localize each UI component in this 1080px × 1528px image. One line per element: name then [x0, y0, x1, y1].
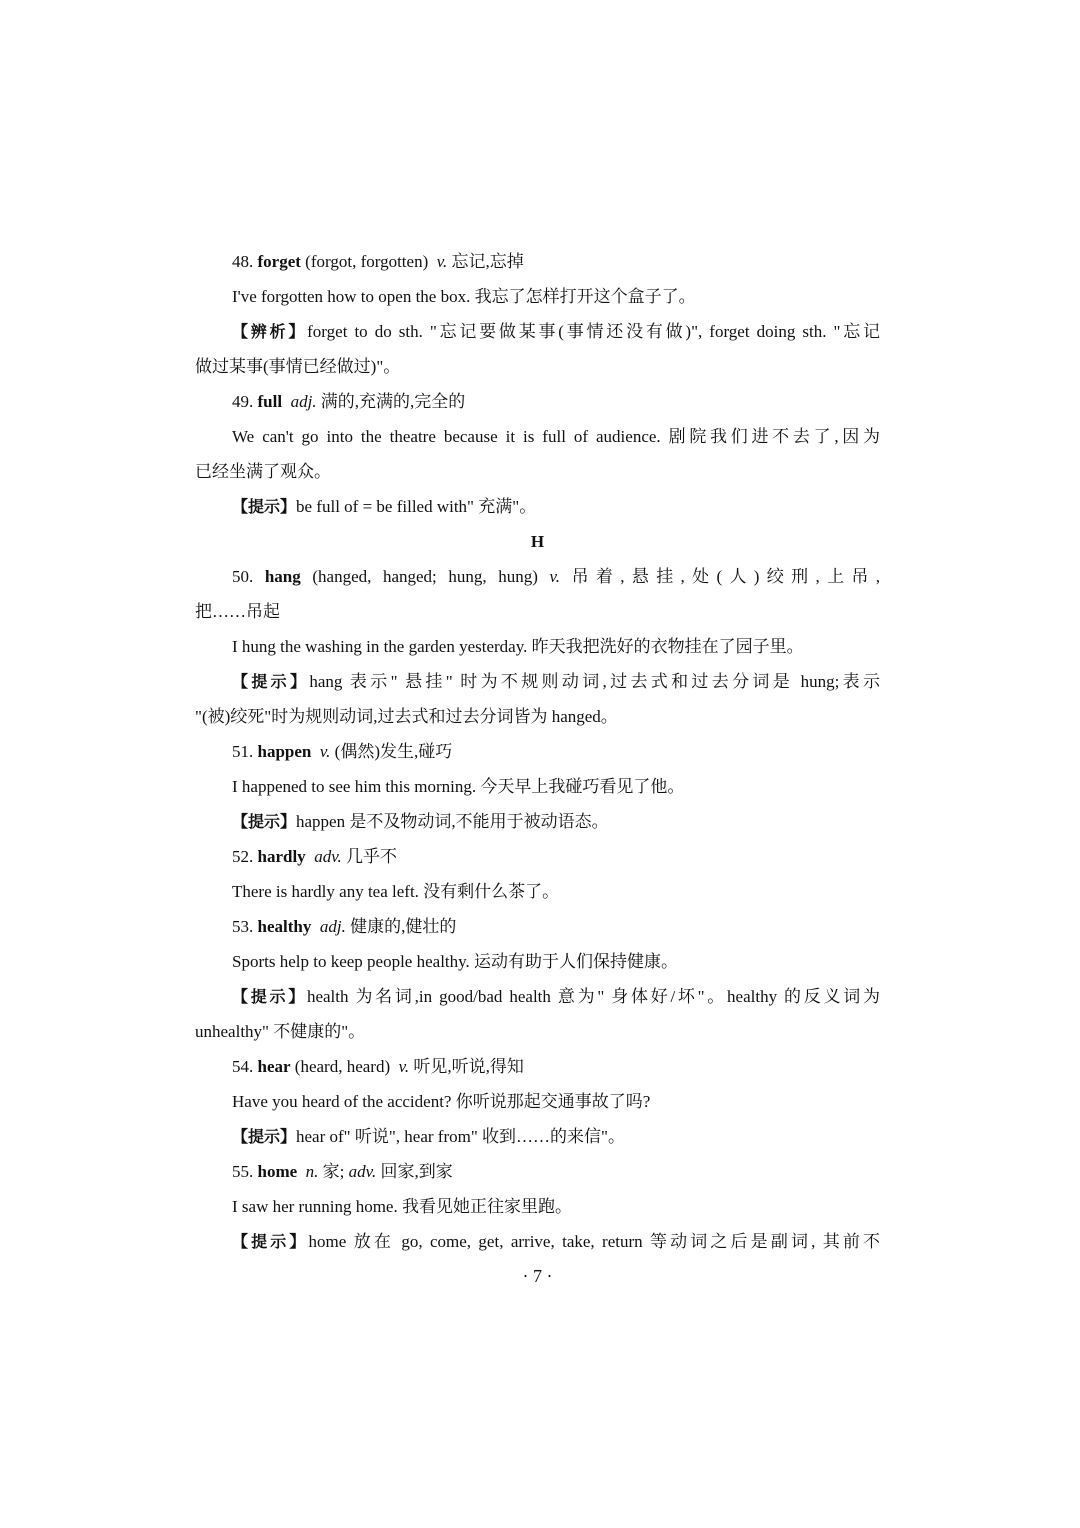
note-tag: 【提示】: [232, 1232, 309, 1251]
example-sentence-continued: 已经坐满了观众。: [195, 462, 331, 481]
part-of-speech: adj.: [290, 392, 317, 411]
dictionary-page: [195, 244, 880, 1294]
verb-forms: (forgot, forgotten): [305, 252, 429, 271]
note-tag: 【辨析】: [232, 322, 308, 341]
meaning: 忘记,忘掉: [451, 252, 524, 271]
part-of-speech: v.: [319, 742, 331, 761]
meaning: 吊着,悬挂,处(人)绞刑,上吊,: [571, 567, 880, 586]
headword: hang: [264, 567, 301, 586]
note-text: home 放在 go, come, get, arrive, take, return 等动词之后是副词, 其前不: [308, 1232, 880, 1251]
example-sentence: Sports help to keep people healthy. 运动有助于人们保持健康。: [232, 952, 679, 971]
meaning: 几乎不: [345, 847, 397, 866]
entry-heading: [195, 839, 880, 874]
meaning-continued: 把……吊起: [195, 602, 280, 621]
entry-heading: [195, 559, 880, 594]
usage-note: [195, 489, 880, 524]
part-of-speech: n.: [305, 1162, 319, 1181]
verb-forms: (heard, heard): [294, 1057, 391, 1076]
usage-note-continued: "(被)绞死"时为规则动词,过去式和过去分词皆为 hanged。: [195, 707, 618, 726]
example-sentence: I've forgotten how to open the box. 我忘了怎样打开这个盒子了。: [232, 287, 696, 306]
entry-heading: [195, 909, 880, 944]
entry-number: 48.: [232, 252, 254, 271]
entry-number: 54.: [232, 1057, 254, 1076]
example-sentence: I hung the washing in the garden yesterday. 昨天我把洗好的衣物挂在了园子里。: [232, 637, 804, 656]
part-of-speech: v.: [398, 1057, 410, 1076]
entry-number: 52.: [232, 847, 254, 866]
meaning: 听见,听说,得知: [413, 1057, 524, 1076]
headword: hardly: [257, 847, 306, 866]
entry-number: 53.: [232, 917, 254, 936]
usage-note: [195, 664, 880, 699]
entry-number: 51.: [232, 742, 254, 761]
usage-note-continued: unhealthy" 不健康的"。: [195, 1022, 366, 1041]
entry-heading: [195, 734, 880, 769]
example-sentence: Have you heard of the accident? 你听说那起交通事故了吗?: [232, 1092, 651, 1111]
usage-note: [195, 1119, 880, 1154]
headword: hear: [257, 1057, 291, 1076]
example-sentence: We can't go into the theatre because it is full of audience. 剧院我们进不去了,因为: [232, 427, 880, 446]
meaning: 家;: [322, 1162, 345, 1181]
entry-number: 55.: [232, 1162, 254, 1181]
verb-forms: (hanged, hanged; hung, hung): [312, 567, 538, 586]
usage-note: [195, 314, 880, 349]
note-tag: 【提示】: [232, 497, 297, 516]
note-tag: 【提示】: [232, 672, 310, 691]
note-text: forget to do sth. "忘记要做某事(事情还没有做)", forget doing sth. "忘记: [307, 322, 880, 341]
meaning: (偶然)发生,碰巧: [334, 742, 453, 761]
usage-note: [195, 1224, 880, 1259]
headword: happen: [257, 742, 312, 761]
example-sentence: There is hardly any tea left. 没有剩什么茶了。: [232, 882, 560, 901]
part-of-speech: v.: [549, 567, 560, 586]
note-tag: 【提示】: [232, 1127, 297, 1146]
meaning: 健康的,健壮的: [350, 917, 457, 936]
usage-note-continued: 做过某事(事情已经做过)"。: [195, 357, 401, 376]
entry-heading: [195, 1049, 880, 1084]
entry-heading: [195, 1154, 880, 1189]
meaning: 满的,充满的,完全的: [320, 392, 466, 411]
entry-heading: [195, 244, 880, 279]
entry-number: 49.: [232, 392, 254, 411]
headword: forget: [257, 252, 301, 271]
usage-note: [195, 804, 880, 839]
part-of-speech: v.: [436, 252, 448, 271]
example-sentence: I saw her running home. 我看见她正往家里跑。: [232, 1197, 572, 1216]
entry-heading: [195, 384, 880, 419]
page-number: · 7 ·: [522, 1266, 553, 1286]
meaning-secondary: 回家,到家: [380, 1162, 453, 1181]
part-of-speech-secondary: adv.: [348, 1162, 377, 1181]
section-letter: H: [530, 532, 545, 551]
note-text: hang 表示" 悬挂" 时为不规则动词,过去式和过去分词是 hung;表示: [309, 672, 880, 691]
note-text: hear of" 听说", hear from" 收到……的来信"。: [296, 1127, 625, 1146]
example-sentence: I happened to see him this morning. 今天早上我碰巧看见了他。: [232, 777, 685, 796]
part-of-speech: adj.: [319, 917, 346, 936]
headword: full: [257, 392, 283, 411]
note-tag: 【提示】: [232, 987, 307, 1006]
headword: healthy: [257, 917, 312, 936]
headword: home: [257, 1162, 298, 1181]
note-text: health 为名词,in good/bad health 意为" 身体好/坏"。healthy 的反义词为: [306, 987, 880, 1006]
usage-note: [195, 979, 880, 1014]
note-text: happen 是不及物动词,不能用于被动语态。: [296, 812, 609, 831]
note-tag: 【提示】: [232, 812, 297, 831]
entry-number: 50.: [232, 567, 254, 586]
note-text: be full of = be filled with" 充满"。: [296, 497, 537, 516]
part-of-speech: adv.: [314, 847, 342, 866]
